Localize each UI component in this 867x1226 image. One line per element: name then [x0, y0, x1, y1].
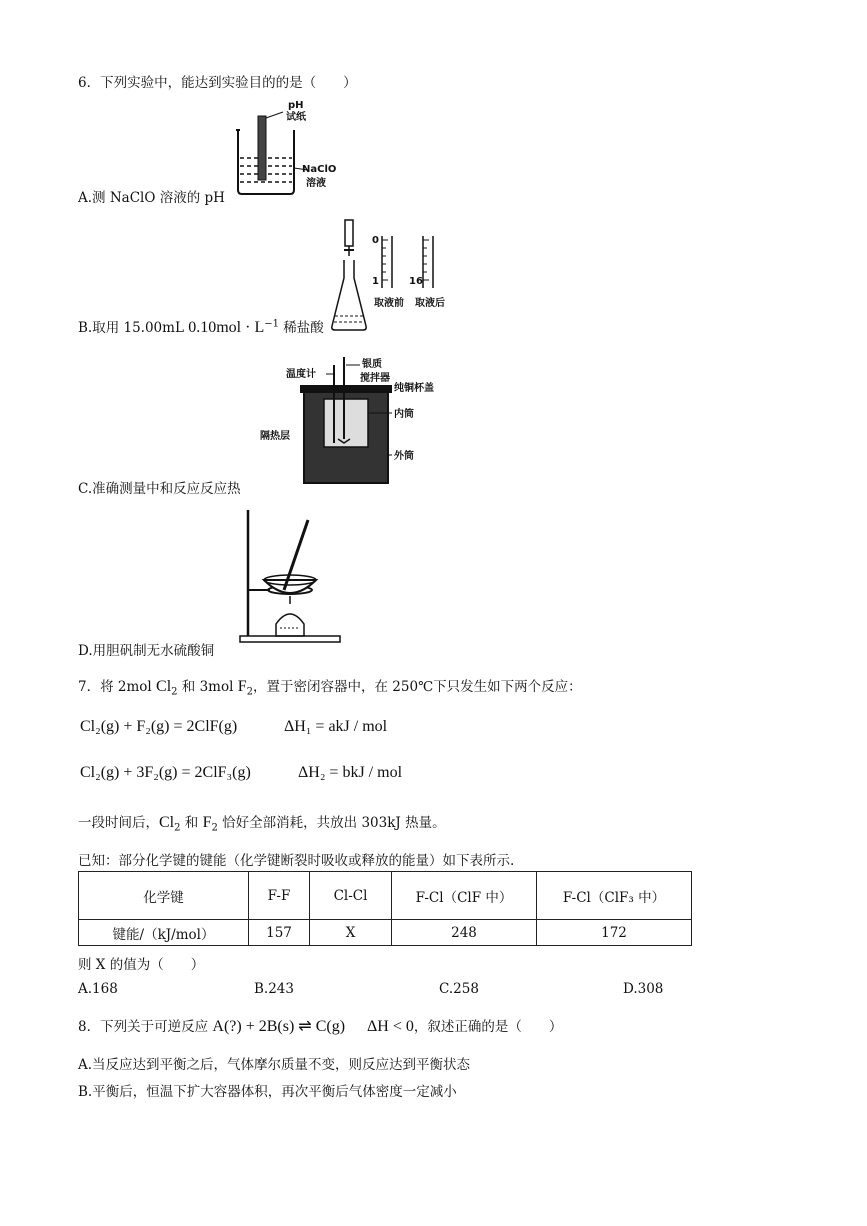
- q6-stem: 6．下列实验中，能达到实验目的的是（ ）: [78, 75, 357, 91]
- q8-stem-part-b: ，叙述正确的是（ ）: [413, 1019, 563, 1035]
- equation-1: Cl₂(g) + F₂(g) = 2ClF(g): [80, 718, 238, 735]
- cl2-formula: Cl: [156, 678, 172, 695]
- option-b-exponent: −1: [264, 318, 279, 330]
- burette-flask-figure: [326, 216, 456, 338]
- q8-reaction: A(?) + 2B(s) ⇌ C(g): [212, 1018, 346, 1035]
- q8-option-b: B.平衡后，恒温下扩大容器体积，再次平衡后气体密度一定减小: [78, 1084, 457, 1100]
- f2-formula: F: [237, 678, 247, 695]
- cl2-formula-2: Cl: [159, 814, 175, 831]
- equation-1-enthalpy: ΔH₁ = akJ / mol: [284, 718, 388, 735]
- q6-option-b: [78, 316, 324, 337]
- ph-label: pH: [288, 100, 304, 111]
- table-header-cell: 化学键: [79, 872, 249, 920]
- table-row: [79, 920, 692, 946]
- equation-2: Cl₂(g) + 3F₂(g) = 2ClF₃(g): [80, 764, 251, 781]
- bond-energy-table: [78, 871, 692, 946]
- thermometer-label: 温度计: [286, 369, 316, 380]
- q8-option-a: A.当反应达到平衡之后，气体摩尔质量不变，则反应达到平衡状态: [78, 1057, 471, 1073]
- naclo-label: NaClO: [302, 164, 337, 175]
- q7-option-a: A.168: [78, 981, 118, 997]
- table-cell: X: [310, 920, 392, 946]
- q8-stem-part-a: 8．下列关于可逆反应: [78, 1019, 213, 1035]
- q7-stem-part-a: 7．将 2mol: [78, 679, 157, 695]
- q7-stem-part-b: 和 3mol: [177, 679, 238, 695]
- scale-tick-1: 1: [372, 276, 379, 287]
- option-b-prefix: B.取用 15.00mL: [78, 320, 189, 336]
- q8-enthalpy: ΔH < 0: [367, 1018, 414, 1035]
- table-header-cell: F-Cl（ClF 中）: [392, 872, 537, 920]
- caption-after: 取液后: [415, 298, 445, 309]
- insulation-label: 隔热层: [260, 431, 290, 442]
- q6-option-a: A.测 NaClO 溶液的 pH: [78, 190, 225, 206]
- table-cell: 键能/（kJ/mol）: [79, 920, 249, 946]
- q7-stem: 7．将 2mol $Cl_2$ 和 3mol $F_2$，置于密闭容器中，在 250℃下只发生如下两个反应：: [78, 678, 582, 698]
- q6-option-c: C.准确测量中和反应反应热: [78, 481, 241, 497]
- q7-stem-part-c: ，置于密闭容器中，在 250℃下只发生如下两个反应：: [253, 679, 582, 695]
- stirrer-label-2: 搅拌器: [360, 373, 390, 384]
- q7-ask: 则 X 的值为（ ）: [78, 957, 205, 973]
- scale-tick-0: 0: [372, 235, 379, 246]
- caption-before: 取液前: [374, 298, 404, 309]
- after-part-c: 恰好全部消耗，共放出 303kJ 热量。: [217, 815, 446, 831]
- table-header-cell: F-F: [249, 872, 310, 920]
- after-part-b: 和: [180, 815, 203, 831]
- solution-label: 溶液: [306, 178, 326, 189]
- q6-option-d: D.用胆矾制无水硫酸铜: [78, 643, 215, 659]
- equation-2-enthalpy: ΔH₂ = bkJ / mol: [298, 764, 403, 781]
- evaporation-setup-figure: [236, 508, 346, 646]
- outer-label: 外筒: [394, 451, 414, 462]
- test-paper-label: 试纸: [286, 112, 306, 123]
- table-header-cell: F-Cl（ClF₃ 中）: [537, 872, 692, 920]
- q7-option-d: D.308: [623, 981, 664, 997]
- inner-label: 内筒: [394, 409, 414, 420]
- after-part-a: 一段时间后，: [78, 815, 159, 831]
- table-cell: 157: [249, 920, 310, 946]
- table-cell: 172: [537, 920, 692, 946]
- table-cell: 248: [392, 920, 537, 946]
- q7-after-text: 一段时间后，$Cl_2$ 和 $F_2$ 恰好全部消耗，共放出 303kJ 热量。: [78, 814, 446, 834]
- table-header-row: [79, 872, 692, 920]
- q8-stem: [78, 1015, 562, 1036]
- q7-option-b: B.243: [254, 981, 294, 997]
- calorimeter-figure: [260, 355, 434, 485]
- f2-formula-2: F: [202, 814, 212, 831]
- lid-label: 纯铜杯盖: [394, 383, 434, 394]
- table-header-cell: Cl-Cl: [310, 872, 392, 920]
- stirrer-label-1: 银质: [362, 359, 382, 370]
- ph-paper-beaker-figure: [228, 98, 348, 198]
- option-b-concentration: 0.10mol · L: [188, 319, 265, 336]
- scale-tick-16: 16: [409, 276, 423, 287]
- option-b-suffix: 稀盐酸: [278, 320, 324, 336]
- q7-option-c: C.258: [439, 981, 479, 997]
- q7-known-text: 已知：部分化学键的键能（化学键断裂时吸收或释放的能量）如下表所示.: [78, 853, 515, 869]
